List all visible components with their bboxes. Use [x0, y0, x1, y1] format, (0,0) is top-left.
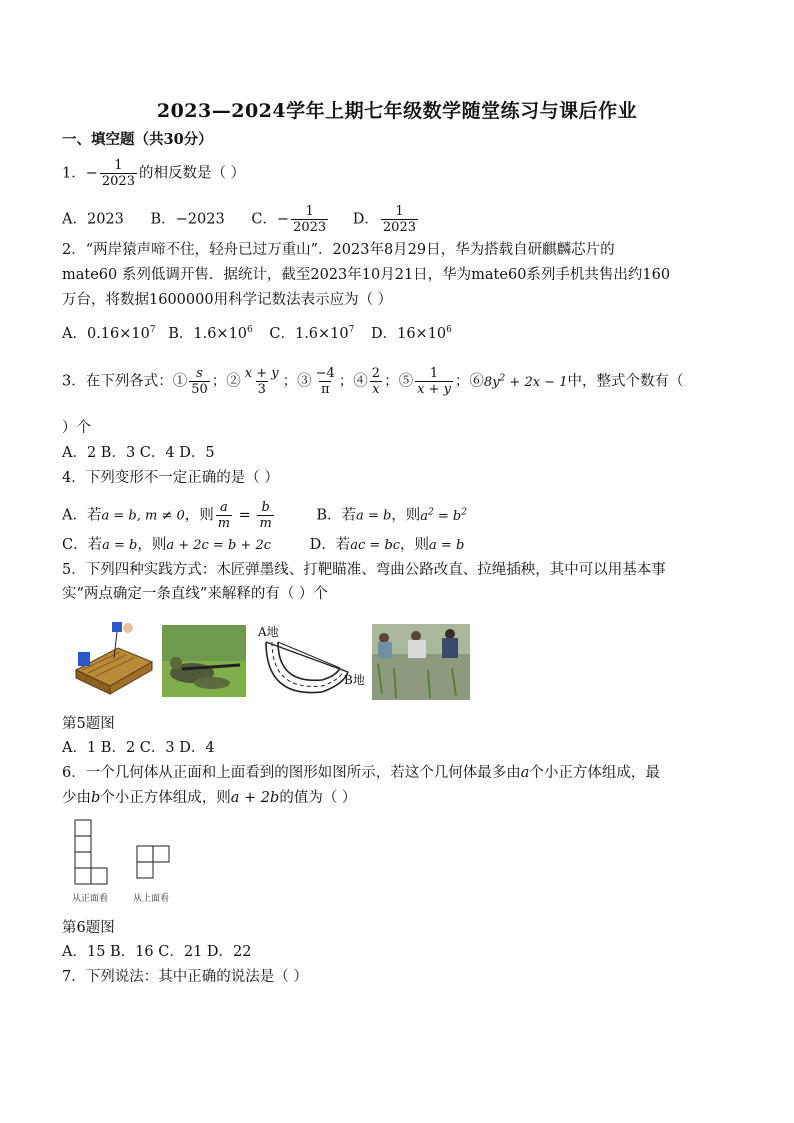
q2-line-3: 万台，将数据1600000用科学记数法表示应为（ ） — [62, 292, 393, 308]
q3-expr-5 — [415, 366, 453, 397]
q3-expr-5-numerator: 1 — [429, 366, 439, 381]
q1-option-d: D． — [352, 211, 379, 228]
q3-sep-4: ；⑤ — [384, 373, 414, 390]
q4-b-exp-2: 2 — [461, 507, 467, 518]
q6-figure-caption: 第6题图 — [62, 920, 115, 936]
document-title: 2023—2024学年上期七年级数学随堂练习与课后作业 — [156, 100, 638, 122]
q4-option-d: D．若 — [309, 537, 351, 553]
point-b-label: B地 — [344, 673, 365, 687]
q2-options — [62, 324, 452, 344]
q4-a-fraction-right — [257, 500, 273, 531]
q6-var-b: b — [91, 790, 101, 806]
q3-expr-1 — [189, 366, 210, 397]
q4-d-result: a = b — [429, 538, 465, 553]
q2-option-b-exponent: 6 — [247, 325, 253, 336]
q4-a-left-den: m — [217, 516, 231, 531]
q3-expr-4-numerator: 2 — [371, 366, 381, 381]
q2-option-b: B．1.6×10 — [168, 326, 248, 342]
q4-option-a: A．若 — [62, 507, 102, 524]
q3-expr-3 — [314, 366, 337, 397]
front-view-grid — [75, 820, 107, 884]
q1-options — [62, 204, 420, 235]
q6-stem-start: 6．一个几何体从正面和上面看到的图形如图所示，若这个几何体最多由 — [62, 765, 521, 781]
q6-line-2 — [62, 788, 356, 808]
q3-sep-5: ；⑥ — [454, 373, 484, 390]
q4-a-equals: = — [234, 507, 256, 524]
q4-a-right-num: b — [261, 500, 270, 515]
q5-line-1: 5．下列四种实践方式：木匠弹墨线、打靶瞄准、弯曲公路改直、拉绳插秧，其中可以用基本事 — [62, 562, 666, 578]
q1-denominator: 2023 — [101, 174, 135, 189]
q4-b-exp-1: 2 — [428, 507, 434, 518]
q6-stem-mid: 个小正方体组成，最 — [529, 765, 660, 781]
q1-number: 1． — [62, 165, 86, 182]
q4-a-right-den: m — [259, 516, 272, 531]
q3-sep-2: ；③ — [282, 373, 312, 390]
q5-line-2: 实“两点确定一条直线”来解释的有（ ）个 — [62, 586, 328, 602]
q4-b-result-a: a — [420, 508, 429, 524]
q3-expr-5-denominator: x + y — [417, 382, 451, 397]
q6-stem-part-2: 个小正方体组成，则 — [100, 790, 231, 806]
q3-expr-2-numerator: x + y — [244, 366, 279, 381]
q2-option-d: D．16×10 — [370, 326, 447, 342]
q3-expr-6 — [484, 375, 568, 390]
q3-expr-3-denominator: π — [320, 382, 330, 397]
q1-stem: 的相反数是（ ） — [138, 165, 246, 182]
q2-option-c-exponent: 7 — [348, 325, 355, 336]
q3-stem-start: 3．在下列各式：① — [62, 373, 188, 390]
q3-sep-3: ；④ — [338, 373, 368, 390]
three-view-figure — [66, 816, 186, 908]
q1-option-b: B．−2023 — [150, 211, 225, 228]
q1-option-a: A．2023 — [62, 211, 124, 228]
point-a-label: A地 — [258, 625, 279, 639]
q2-option-c: C．1.6×10 — [269, 326, 349, 342]
q4-options-cd — [62, 535, 464, 556]
q6-stem-part: 少由 — [62, 790, 91, 806]
q2-option-a-exponent: 7 — [149, 325, 156, 336]
q4-options-ab — [62, 500, 467, 531]
q4-b-result-b: = b — [433, 508, 462, 524]
q3-sep-1: ；② — [211, 373, 241, 390]
q1-minus: − — [85, 165, 98, 182]
q2-line-1: 2．“两岸猿声啼不住，轻舟已过万重山”．2023年8月29日，华为搭载自研麒麟芯片的 — [62, 242, 615, 258]
question-3 — [62, 366, 683, 397]
q4-b-result — [420, 509, 467, 524]
q2-option-d-exponent: 6 — [446, 325, 452, 336]
q6-stem-end: 的值为（ ） — [279, 790, 357, 806]
q4-a-condition: a = b, m ≠ 0 — [101, 508, 185, 524]
question-1 — [62, 158, 245, 189]
q4-option-b: B．若 — [316, 507, 357, 524]
q3-expr-2 — [243, 366, 281, 397]
q6-var-a: a — [520, 765, 530, 781]
q3-expr-6-exponent: 2 — [499, 373, 506, 384]
q3-expr-4 — [370, 366, 382, 397]
curved-road-straightening-image — [252, 620, 365, 702]
q6-expression: a + 2b — [230, 790, 280, 806]
q4-a-fraction-left — [216, 500, 232, 531]
q6-options: A．15 B．16 C．21 D．22 — [62, 944, 252, 960]
top-view-label: 从上面看 — [133, 894, 170, 904]
q4-c-result: a + 2c = b + 2c — [166, 538, 271, 553]
q1-fraction — [100, 158, 137, 189]
q4-a-then: ，则 — [184, 507, 214, 524]
top-view-grid — [137, 846, 169, 878]
q3-expr-6-term: 8y — [483, 374, 500, 390]
rice-planting-image — [372, 624, 470, 700]
q2-line-2: mate60 系列低调开售．据统计，截至2023年10月21日，华为mate60系列手机共售出约160 — [62, 267, 671, 283]
q3-options: A．2 B．3 C．4 D．5 — [62, 445, 215, 461]
q4-stem: 4．下列变形不一定正确的是（ ） — [62, 470, 279, 486]
q1-d-denominator: 2023 — [382, 220, 416, 235]
section-heading: 一、填空题（共30分） — [62, 131, 213, 148]
q6-line-1 — [62, 763, 660, 783]
q4-c-condition: a = b — [102, 538, 138, 553]
q1-option-c: C．− — [251, 211, 290, 228]
q4-option-c: C．若 — [62, 537, 103, 553]
q4-a-left-num: a — [220, 500, 228, 515]
q3-stem-end: 中，整式个数有（ — [567, 373, 684, 390]
q1-d-numerator: 1 — [395, 204, 404, 219]
q1-c-denominator: 2023 — [293, 220, 327, 235]
q1-numerator: 1 — [114, 158, 123, 173]
q4-d-condition: ac = bc — [350, 538, 401, 553]
q3-expr-1-numerator: s — [196, 366, 203, 381]
q2-option-a: A．0.16×10 — [62, 326, 150, 342]
q4-b-condition: a = b — [356, 508, 392, 524]
q4-b-then: ，则 — [391, 507, 421, 524]
q4-c-then: ，则 — [137, 537, 167, 553]
q3-expr-2-denominator: 3 — [257, 382, 266, 397]
q4-d-then: ，则 — [400, 537, 430, 553]
q3-expr-6-rest: + 2x − 1 — [505, 374, 568, 390]
q5-options: A．1 B．2 C．3 D．4 — [62, 740, 215, 756]
q5-figure-caption: 第5题图 — [62, 716, 115, 732]
q3-expr-4-denominator: x — [372, 382, 380, 397]
q3-line-2: ）个 — [62, 420, 91, 436]
q3-expr-1-denominator: 50 — [191, 382, 208, 397]
q7-stem: 7．下列说法：其中正确的说法是（ ） — [62, 969, 308, 985]
q1-option-d-fraction — [381, 204, 418, 235]
q3-expr-3-numerator: −4 — [315, 366, 335, 381]
q1-c-numerator: 1 — [305, 204, 314, 219]
q1-option-c-fraction — [291, 204, 328, 235]
shooting-aim-image — [162, 625, 246, 697]
front-view-label: 从正面看 — [72, 894, 109, 904]
carpenter-ink-line-image — [68, 618, 156, 698]
